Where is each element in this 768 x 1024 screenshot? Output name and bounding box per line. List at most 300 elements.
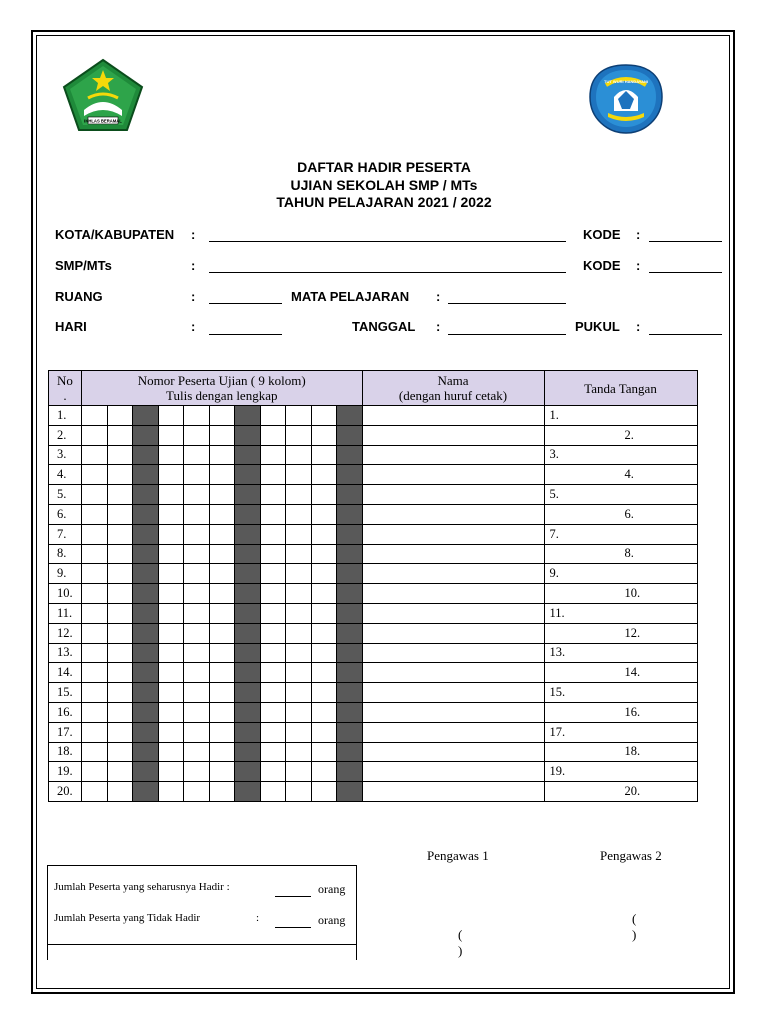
nama-cell[interactable] bbox=[362, 504, 544, 524]
digit-cell[interactable] bbox=[107, 544, 133, 564]
digit-separator bbox=[133, 544, 159, 564]
digit-cell[interactable] bbox=[286, 603, 312, 623]
tanda-tangan-number: 6. bbox=[624, 506, 634, 521]
digit-cell[interactable] bbox=[158, 406, 184, 426]
digit-cell[interactable] bbox=[82, 782, 108, 802]
ruang-colon: : bbox=[191, 289, 196, 304]
digit-cell[interactable] bbox=[209, 584, 235, 604]
digit-cell[interactable] bbox=[311, 683, 337, 703]
digit-separator bbox=[337, 603, 363, 623]
kota-field[interactable] bbox=[209, 241, 566, 242]
digit-cell[interactable] bbox=[260, 742, 286, 762]
tanda-tangan-cell[interactable] bbox=[544, 782, 697, 802]
digit-cell[interactable] bbox=[184, 663, 210, 683]
digit-cell[interactable] bbox=[311, 663, 337, 683]
jumlah-tidak-hadir-field[interactable] bbox=[275, 927, 311, 928]
digit-cell[interactable] bbox=[184, 782, 210, 802]
digit-cell[interactable] bbox=[260, 544, 286, 564]
digit-separator bbox=[337, 564, 363, 584]
tanda-tangan-number: 8. bbox=[624, 546, 634, 561]
tanda-tangan-cell[interactable] bbox=[544, 702, 697, 722]
kemenag-motto: IKHLAS BERAMAL bbox=[84, 118, 122, 124]
digit-cell[interactable] bbox=[209, 782, 235, 802]
hari-field[interactable] bbox=[209, 334, 282, 335]
digit-cell[interactable] bbox=[158, 544, 184, 564]
digit-separator bbox=[235, 465, 261, 485]
digit-cell[interactable] bbox=[158, 722, 184, 742]
digit-cell[interactable] bbox=[158, 584, 184, 604]
digit-cell[interactable] bbox=[107, 445, 133, 465]
digit-separator bbox=[337, 406, 363, 426]
digit-separator bbox=[133, 762, 159, 782]
digit-cell[interactable] bbox=[209, 623, 235, 643]
digit-separator bbox=[133, 445, 159, 465]
nama-cell[interactable] bbox=[362, 406, 544, 426]
jumlah-hadir-unit: orang bbox=[318, 882, 346, 896]
digit-cell[interactable] bbox=[158, 643, 184, 663]
digit-cell[interactable] bbox=[311, 406, 337, 426]
digit-cell[interactable] bbox=[209, 485, 235, 505]
tanda-tangan-number: 12. bbox=[624, 625, 641, 640]
jumlah-hadir-label: Jumlah Peserta yang seharusnya Hadir : bbox=[54, 881, 230, 893]
ruang-field[interactable] bbox=[209, 303, 282, 304]
digit-cell[interactable] bbox=[158, 504, 184, 524]
digit-cell[interactable] bbox=[184, 603, 210, 623]
digit-cell[interactable] bbox=[184, 445, 210, 465]
digit-separator bbox=[337, 504, 363, 524]
digit-cell[interactable] bbox=[311, 623, 337, 643]
digit-cell[interactable] bbox=[260, 683, 286, 703]
digit-separator bbox=[133, 722, 159, 742]
digit-separator bbox=[133, 702, 159, 722]
digit-cell[interactable] bbox=[311, 702, 337, 722]
row-number: 2. bbox=[49, 425, 82, 445]
tanda-tangan-number: 7. bbox=[549, 526, 559, 541]
tanda-tangan-cell[interactable] bbox=[544, 762, 697, 782]
row-number: 18. bbox=[49, 742, 82, 762]
nama-cell[interactable] bbox=[362, 465, 544, 485]
digit-cell[interactable] bbox=[286, 584, 312, 604]
tanda-tangan-cell[interactable] bbox=[544, 722, 697, 742]
digit-cell[interactable] bbox=[260, 762, 286, 782]
digit-cell[interactable] bbox=[184, 762, 210, 782]
digit-cell[interactable] bbox=[209, 544, 235, 564]
digit-cell[interactable] bbox=[311, 603, 337, 623]
digit-cell[interactable] bbox=[82, 465, 108, 485]
digit-cell[interactable] bbox=[82, 544, 108, 564]
digit-separator bbox=[133, 742, 159, 762]
row-number: 19. bbox=[49, 762, 82, 782]
digit-cell[interactable] bbox=[286, 406, 312, 426]
kode-field-1[interactable] bbox=[649, 241, 722, 242]
digit-cell[interactable] bbox=[107, 722, 133, 742]
digit-cell[interactable] bbox=[184, 504, 210, 524]
digit-cell[interactable] bbox=[260, 406, 286, 426]
digit-cell[interactable] bbox=[286, 445, 312, 465]
digit-separator bbox=[133, 683, 159, 703]
digit-separator bbox=[235, 663, 261, 683]
digit-separator bbox=[133, 524, 159, 544]
tanda-tangan-cell[interactable] bbox=[544, 742, 697, 762]
pukul-label: PUKUL bbox=[575, 319, 620, 334]
digit-cell[interactable] bbox=[311, 524, 337, 544]
digit-cell[interactable] bbox=[107, 564, 133, 584]
digit-cell[interactable] bbox=[311, 445, 337, 465]
nama-cell[interactable] bbox=[362, 762, 544, 782]
digit-cell[interactable] bbox=[82, 702, 108, 722]
digit-cell[interactable] bbox=[260, 564, 286, 584]
digit-cell[interactable] bbox=[107, 702, 133, 722]
digit-cell[interactable] bbox=[184, 683, 210, 703]
digit-cell[interactable] bbox=[107, 683, 133, 703]
header-nama-line2: (dengan huruf cetak) bbox=[398, 388, 508, 403]
digit-cell[interactable] bbox=[82, 524, 108, 544]
digit-cell[interactable] bbox=[209, 445, 235, 465]
digit-separator bbox=[337, 782, 363, 802]
digit-cell[interactable] bbox=[286, 762, 312, 782]
digit-cell[interactable] bbox=[260, 445, 286, 465]
kota-label: KOTA/KABUPATEN bbox=[55, 227, 175, 242]
digit-separator bbox=[235, 623, 261, 643]
digit-cell[interactable] bbox=[286, 702, 312, 722]
digit-cell[interactable] bbox=[184, 465, 210, 485]
tanda-tangan-cell[interactable] bbox=[544, 406, 697, 426]
digit-cell[interactable] bbox=[311, 643, 337, 663]
digit-cell[interactable] bbox=[107, 603, 133, 623]
digit-cell[interactable] bbox=[311, 504, 337, 524]
table-row bbox=[49, 465, 698, 485]
digit-separator bbox=[337, 762, 363, 782]
row-number: 16. bbox=[49, 702, 82, 722]
digit-cell[interactable] bbox=[209, 683, 235, 703]
digit-cell[interactable] bbox=[158, 485, 184, 505]
digit-cell[interactable] bbox=[184, 564, 210, 584]
digit-cell[interactable] bbox=[82, 485, 108, 505]
digit-cell[interactable] bbox=[311, 425, 337, 445]
pukul-field[interactable] bbox=[649, 334, 722, 335]
digit-cell[interactable] bbox=[107, 465, 133, 485]
tanda-tangan-cell[interactable] bbox=[544, 425, 697, 445]
digit-cell[interactable] bbox=[286, 742, 312, 762]
digit-cell[interactable] bbox=[260, 702, 286, 722]
tanda-tangan-cell[interactable] bbox=[544, 683, 697, 703]
digit-cell[interactable] bbox=[184, 406, 210, 426]
digit-cell[interactable] bbox=[184, 702, 210, 722]
digit-cell[interactable] bbox=[158, 445, 184, 465]
nama-cell[interactable] bbox=[362, 544, 544, 564]
jumlah-hadir-field[interactable] bbox=[275, 896, 311, 897]
digit-cell[interactable] bbox=[158, 782, 184, 802]
digit-cell[interactable] bbox=[107, 782, 133, 802]
digit-cell[interactable] bbox=[107, 623, 133, 643]
digit-separator bbox=[235, 782, 261, 802]
digit-cell[interactable] bbox=[158, 742, 184, 762]
mapel-label: MATA PELAJARAN bbox=[291, 289, 410, 304]
nama-cell[interactable] bbox=[362, 485, 544, 505]
digit-cell[interactable] bbox=[82, 623, 108, 643]
tanggal-colon: : bbox=[436, 319, 441, 334]
digit-separator bbox=[133, 465, 159, 485]
digit-cell[interactable] bbox=[82, 683, 108, 703]
digit-cell[interactable] bbox=[107, 485, 133, 505]
digit-cell[interactable] bbox=[286, 564, 312, 584]
digit-cell[interactable] bbox=[286, 623, 312, 643]
nama-cell[interactable] bbox=[362, 524, 544, 544]
tanda-tangan-cell[interactable] bbox=[544, 643, 697, 663]
digit-separator bbox=[337, 623, 363, 643]
digit-cell[interactable] bbox=[184, 584, 210, 604]
row-number: 17. bbox=[49, 722, 82, 742]
mapel-colon: : bbox=[436, 289, 441, 304]
pengawas-2-label: Pengawas 2 bbox=[600, 848, 662, 863]
nama-cell[interactable] bbox=[362, 623, 544, 643]
attendance-table bbox=[48, 370, 698, 802]
digit-separator bbox=[337, 663, 363, 683]
pengawas-1-paren-open: ( bbox=[458, 927, 463, 942]
digit-cell[interactable] bbox=[260, 425, 286, 445]
digit-cell[interactable] bbox=[311, 465, 337, 485]
digit-separator bbox=[235, 683, 261, 703]
digit-cell[interactable] bbox=[209, 564, 235, 584]
digit-cell[interactable] bbox=[260, 643, 286, 663]
digit-cell[interactable] bbox=[158, 623, 184, 643]
digit-cell[interactable] bbox=[82, 406, 108, 426]
digit-cell[interactable] bbox=[82, 425, 108, 445]
nama-cell[interactable] bbox=[362, 702, 544, 722]
digit-cell[interactable] bbox=[158, 564, 184, 584]
digit-separator bbox=[235, 564, 261, 584]
tanda-tangan-number: 2. bbox=[624, 427, 634, 442]
table-row bbox=[49, 504, 698, 524]
digit-cell[interactable] bbox=[107, 584, 133, 604]
digit-cell[interactable] bbox=[184, 425, 210, 445]
digit-cell[interactable] bbox=[107, 742, 133, 762]
digit-cell[interactable] bbox=[82, 564, 108, 584]
tanda-tangan-cell[interactable] bbox=[544, 603, 697, 623]
row-number: 12. bbox=[49, 623, 82, 643]
digit-cell[interactable] bbox=[158, 683, 184, 703]
digit-cell[interactable] bbox=[158, 524, 184, 544]
digit-cell[interactable] bbox=[209, 663, 235, 683]
tanda-tangan-cell[interactable] bbox=[544, 623, 697, 643]
tanda-tangan-number: 20. bbox=[624, 784, 641, 799]
table-row bbox=[49, 406, 698, 426]
digit-separator bbox=[133, 485, 159, 505]
nama-cell[interactable] bbox=[362, 564, 544, 584]
pengawas-1-label: Pengawas 1 bbox=[427, 848, 489, 863]
digit-cell[interactable] bbox=[286, 524, 312, 544]
row-number: 1. bbox=[49, 406, 82, 426]
digit-cell[interactable] bbox=[286, 722, 312, 742]
nama-cell[interactable] bbox=[362, 584, 544, 604]
digit-cell[interactable] bbox=[82, 643, 108, 663]
digit-cell[interactable] bbox=[311, 544, 337, 564]
smp-field[interactable] bbox=[209, 272, 566, 273]
pengawas-1-paren-close: ) bbox=[458, 943, 463, 958]
nama-cell[interactable] bbox=[362, 742, 544, 762]
table-row bbox=[49, 544, 698, 564]
tanda-tangan-number: 18. bbox=[624, 744, 641, 759]
digit-cell[interactable] bbox=[286, 465, 312, 485]
digit-cell[interactable] bbox=[158, 603, 184, 623]
digit-cell[interactable] bbox=[311, 564, 337, 584]
digit-cell[interactable] bbox=[260, 663, 286, 683]
tanggal-label: TANGGAL bbox=[352, 319, 416, 334]
digit-separator bbox=[337, 643, 363, 663]
digit-cell[interactable] bbox=[260, 465, 286, 485]
digit-cell[interactable] bbox=[107, 762, 133, 782]
digit-cell[interactable] bbox=[209, 425, 235, 445]
digit-cell[interactable] bbox=[82, 762, 108, 782]
digit-cell[interactable] bbox=[260, 504, 286, 524]
digit-cell[interactable] bbox=[286, 683, 312, 703]
digit-cell[interactable] bbox=[209, 722, 235, 742]
digit-cell[interactable] bbox=[184, 485, 210, 505]
digit-cell[interactable] bbox=[82, 722, 108, 742]
table-row bbox=[49, 762, 698, 782]
digit-cell[interactable] bbox=[260, 524, 286, 544]
nama-cell[interactable] bbox=[362, 445, 544, 465]
digit-cell[interactable] bbox=[260, 623, 286, 643]
tanda-tangan-cell[interactable] bbox=[544, 465, 697, 485]
digit-cell[interactable] bbox=[209, 504, 235, 524]
tanda-tangan-cell[interactable] bbox=[544, 564, 697, 584]
row-number: 4. bbox=[49, 465, 82, 485]
digit-cell[interactable] bbox=[209, 603, 235, 623]
tanda-tangan-cell[interactable] bbox=[544, 504, 697, 524]
row-number: 5. bbox=[49, 485, 82, 505]
digit-cell[interactable] bbox=[82, 584, 108, 604]
digit-cell[interactable] bbox=[286, 485, 312, 505]
tanda-tangan-cell[interactable] bbox=[544, 485, 697, 505]
tanda-tangan-cell[interactable] bbox=[544, 544, 697, 564]
ruang-label: RUANG bbox=[55, 289, 103, 304]
digit-cell[interactable] bbox=[260, 603, 286, 623]
digit-cell[interactable] bbox=[311, 584, 337, 604]
digit-cell[interactable] bbox=[158, 663, 184, 683]
digit-separator bbox=[337, 524, 363, 544]
header-no-line1: No bbox=[57, 373, 73, 388]
tanda-tangan-number: 13. bbox=[549, 645, 566, 660]
digit-separator bbox=[133, 425, 159, 445]
digit-cell[interactable] bbox=[286, 663, 312, 683]
nama-cell[interactable] bbox=[362, 722, 544, 742]
digit-cell[interactable] bbox=[260, 584, 286, 604]
digit-cell[interactable] bbox=[209, 643, 235, 663]
digit-cell[interactable] bbox=[260, 782, 286, 802]
digit-cell[interactable] bbox=[286, 643, 312, 663]
title-line-1: DAFTAR HADIR PESERTA bbox=[297, 159, 471, 175]
digit-cell[interactable] bbox=[311, 762, 337, 782]
pengawas-2-paren-close: ) bbox=[632, 927, 637, 942]
digit-cell[interactable] bbox=[107, 504, 133, 524]
digit-cell[interactable] bbox=[82, 742, 108, 762]
digit-cell[interactable] bbox=[286, 504, 312, 524]
digit-cell[interactable] bbox=[209, 406, 235, 426]
smp-colon: : bbox=[191, 258, 196, 273]
nama-cell[interactable] bbox=[362, 683, 544, 703]
digit-separator bbox=[337, 425, 363, 445]
digit-cell[interactable] bbox=[209, 702, 235, 722]
digit-cell[interactable] bbox=[286, 782, 312, 802]
digit-separator bbox=[337, 465, 363, 485]
digit-cell[interactable] bbox=[184, 722, 210, 742]
digit-cell[interactable] bbox=[158, 425, 184, 445]
digit-cell[interactable] bbox=[158, 762, 184, 782]
tanda-tangan-cell[interactable] bbox=[544, 584, 697, 604]
digit-cell[interactable] bbox=[82, 445, 108, 465]
nama-cell[interactable] bbox=[362, 663, 544, 683]
tanggal-field[interactable] bbox=[448, 334, 566, 335]
nama-cell[interactable] bbox=[362, 643, 544, 663]
row-number: 8. bbox=[49, 544, 82, 564]
digit-cell[interactable] bbox=[184, 524, 210, 544]
digit-cell[interactable] bbox=[311, 722, 337, 742]
digit-separator bbox=[235, 524, 261, 544]
jumlah-tidak-hadir-unit: orang bbox=[318, 913, 346, 927]
digit-cell[interactable] bbox=[82, 603, 108, 623]
digit-cell[interactable] bbox=[286, 544, 312, 564]
digit-cell[interactable] bbox=[107, 425, 133, 445]
table-row bbox=[49, 425, 698, 445]
digit-cell[interactable] bbox=[260, 485, 286, 505]
digit-separator bbox=[337, 485, 363, 505]
digit-cell[interactable] bbox=[107, 406, 133, 426]
nama-cell[interactable] bbox=[362, 603, 544, 623]
table-row bbox=[49, 445, 698, 465]
tanda-tangan-cell[interactable] bbox=[544, 445, 697, 465]
tut-wuri-motto: TUT WURI HANDAYANI bbox=[604, 79, 648, 84]
digit-separator bbox=[337, 722, 363, 742]
header-nomor-line1: Nomor Peserta Ujian ( 9 kolom) bbox=[137, 373, 306, 388]
digit-separator bbox=[235, 406, 261, 426]
digit-cell[interactable] bbox=[158, 465, 184, 485]
digit-cell[interactable] bbox=[209, 524, 235, 544]
mapel-field[interactable] bbox=[448, 303, 566, 304]
tanda-tangan-cell[interactable] bbox=[544, 663, 697, 683]
digit-cell[interactable] bbox=[260, 722, 286, 742]
digit-cell[interactable] bbox=[184, 544, 210, 564]
digit-cell[interactable] bbox=[311, 485, 337, 505]
digit-cell[interactable] bbox=[311, 782, 337, 802]
kode-colon-1: : bbox=[636, 227, 641, 242]
nama-cell[interactable] bbox=[362, 425, 544, 445]
digit-cell[interactable] bbox=[311, 742, 337, 762]
digit-cell[interactable] bbox=[107, 524, 133, 544]
digit-cell[interactable] bbox=[184, 742, 210, 762]
digit-cell[interactable] bbox=[209, 465, 235, 485]
digit-separator bbox=[133, 406, 159, 426]
digit-cell[interactable] bbox=[107, 643, 133, 663]
digit-cell[interactable] bbox=[286, 425, 312, 445]
digit-separator bbox=[337, 544, 363, 564]
digit-cell[interactable] bbox=[82, 663, 108, 683]
digit-cell[interactable] bbox=[184, 623, 210, 643]
digit-cell[interactable] bbox=[158, 702, 184, 722]
tanda-tangan-number: 5. bbox=[549, 487, 559, 502]
kode-label-1: KODE bbox=[583, 227, 621, 242]
digit-cell[interactable] bbox=[107, 663, 133, 683]
digit-separator bbox=[235, 702, 261, 722]
digit-cell[interactable] bbox=[184, 643, 210, 663]
kode-field-2[interactable] bbox=[649, 272, 722, 273]
digit-cell[interactable] bbox=[209, 742, 235, 762]
nama-cell[interactable] bbox=[362, 782, 544, 802]
digit-cell[interactable] bbox=[82, 504, 108, 524]
table-row bbox=[49, 643, 698, 663]
tanda-tangan-cell[interactable] bbox=[544, 524, 697, 544]
digit-cell[interactable] bbox=[209, 762, 235, 782]
